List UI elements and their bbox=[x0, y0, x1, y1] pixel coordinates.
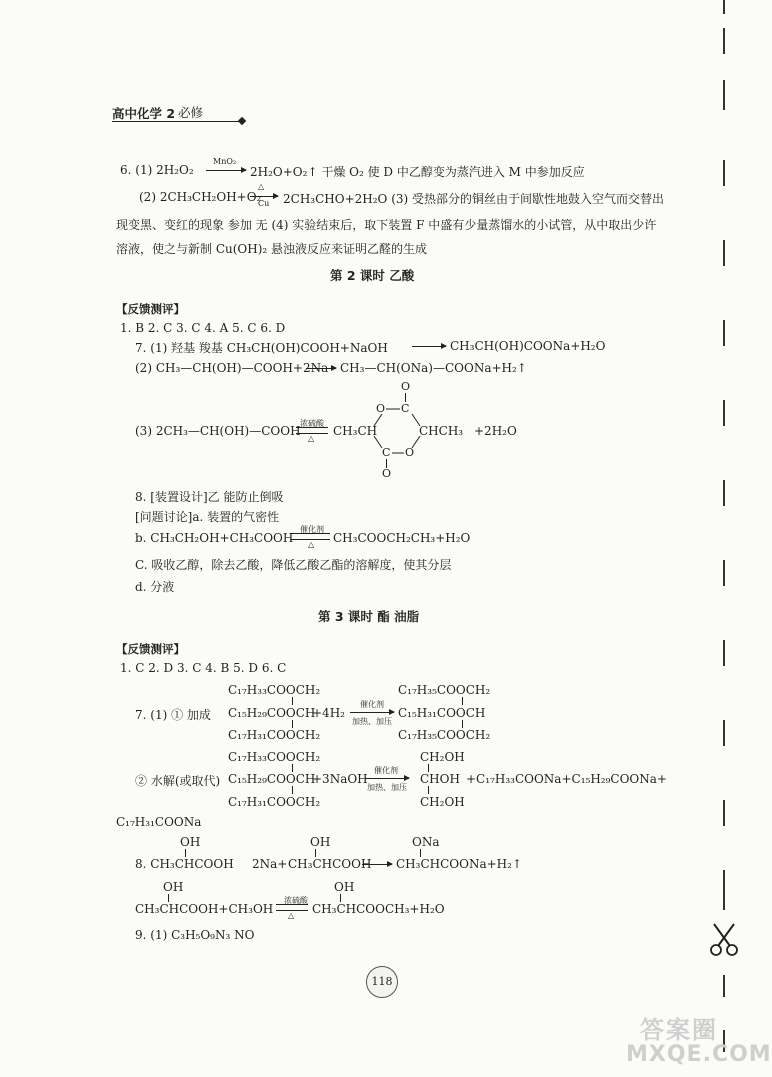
sec2-q8-b-cond-bot: △ bbox=[308, 540, 315, 549]
sec2-q8-b-cond-top: 催化剂 bbox=[300, 525, 324, 534]
r2-plus: +3NaOH bbox=[312, 772, 368, 786]
sec2-q7-arrow-1 bbox=[412, 346, 446, 347]
q8-oh-4: OH bbox=[334, 880, 355, 894]
r2-left-mid: C₁₅H₂₉COOCH bbox=[228, 772, 316, 786]
r1-bond bbox=[462, 720, 463, 728]
cut-line-segment bbox=[723, 870, 725, 910]
sec2-choice-answers: 1. B 2. C 3. C 4. A 5. C 6. D bbox=[120, 321, 286, 335]
q6-line-1a: 6. (1) 2H₂O₂ bbox=[120, 163, 194, 177]
ring-c-top: C bbox=[401, 402, 410, 415]
q8-oh-2: OH bbox=[310, 835, 331, 849]
q8-e: CH₃CHCOOH+CH₃OH bbox=[135, 902, 274, 916]
ring-left-group: CH₃CH bbox=[333, 424, 378, 438]
ring-o-bottom: O bbox=[382, 467, 392, 480]
q6-line-2a: (2) 2CH₃CH₂OH+O₂ bbox=[139, 190, 262, 204]
ring-right-group: CHCH₃ bbox=[419, 424, 464, 438]
q8-arrow bbox=[362, 864, 392, 865]
q6-cond-cu: Cu bbox=[258, 199, 270, 208]
r1-arrow bbox=[350, 712, 394, 713]
r2-left-bot: C₁₇H₃₁COOCH₂ bbox=[228, 795, 321, 809]
sec2-q7-3-reversible-arrow bbox=[296, 427, 328, 434]
q6-line-3: 现变黑、变红的现象 参加 无 (4) 实验结束后，取下装置 F 中盛有少量蒸馏水的小试管，从中取出少许 bbox=[116, 218, 657, 232]
sec2-q7-1: 7. (1) 羟基 羧基 CH₃CH(OH)COOH+NaOH bbox=[135, 341, 388, 355]
cut-line-segment bbox=[723, 320, 725, 346]
cut-line-segment bbox=[723, 160, 725, 186]
r2-next-line: C₁₇H₃₁COONa bbox=[116, 815, 202, 829]
r2-cond-bot: 加热、加压 bbox=[367, 783, 407, 792]
header-title: 高中化学 2 bbox=[112, 106, 176, 121]
q8-bond bbox=[340, 894, 341, 902]
q8-d: CH₃CHCOONa+H₂↑ bbox=[396, 857, 522, 871]
q8-bond bbox=[420, 849, 421, 857]
r2-prod-mid: CHOH bbox=[420, 772, 460, 786]
q8-cond-bot: △ bbox=[288, 911, 295, 920]
q6-line-2b: 2CH₃CHO+2H₂O (3) 受热部分的铜丝由于间歇性地鼓入空气而交替出 bbox=[283, 192, 665, 206]
r2-cond-top: 催化剂 bbox=[374, 766, 398, 775]
sec2-q8-b-a: b. CH₃CH₂OH+CH₃COOH bbox=[135, 531, 294, 545]
r2-left-top: C₁₇H₃₃COOCH₂ bbox=[228, 750, 321, 764]
cut-line-segment bbox=[723, 720, 725, 746]
r1-bond bbox=[292, 697, 293, 705]
r1-prod-top: C₁₇H₃₅COOCH₂ bbox=[398, 683, 491, 697]
sec2-q8-c: C. 吸收乙醇，除去乙酸，降低乙酸乙酯的溶解度，使其分层 bbox=[135, 558, 452, 572]
r1-left-mid: C₁₅H₂₉COOCH bbox=[228, 706, 316, 720]
r2-bond bbox=[292, 786, 293, 794]
cut-line-segment bbox=[723, 480, 725, 506]
feedback-label: 【反馈测评】 bbox=[116, 302, 185, 316]
sec2-q8-b-b: CH₃COOCH₂CH₃+H₂O bbox=[333, 531, 471, 545]
ring-o-inner-bot: O bbox=[405, 446, 415, 459]
r2-prod-bot: CH₂OH bbox=[420, 795, 465, 809]
sec2-q7-arrow-2 bbox=[306, 368, 336, 369]
r1-plus: +4H₂ bbox=[312, 706, 345, 720]
page-number: 118 bbox=[371, 975, 393, 988]
q6-line-4: 溶液，使之与新制 Cu(OH)₂ 悬浊液反应来证明乙醛的生成 bbox=[116, 242, 428, 256]
section-title-esters: 第 3 课时 酯 油脂 bbox=[318, 609, 420, 624]
header-diamond-icon bbox=[238, 117, 246, 125]
sec2-q7-2a: (2) CH₃—CH(OH)—COOH+2Na bbox=[135, 361, 329, 375]
q6-line-1b: 2H₂O+O₂↑ 干燥 O₂ 使 D 中乙醇变为蒸汽进入 M 中参加反应 bbox=[250, 165, 585, 179]
cut-line-segment bbox=[723, 975, 725, 997]
q8-oh-1: OH bbox=[180, 835, 201, 849]
r2-prod-top: CH₂OH bbox=[420, 750, 465, 764]
sec2-q8-b-reversible-arrow bbox=[290, 533, 330, 540]
sec2-q8-2: [问题讨论]a. 装置的气密性 bbox=[135, 510, 280, 524]
ring-bond bbox=[405, 393, 406, 402]
ring-o-top: O bbox=[401, 380, 411, 393]
section-title-acetic-acid: 第 2 课时 乙酸 bbox=[330, 268, 415, 283]
r1-bond bbox=[462, 697, 463, 705]
page-number-badge bbox=[366, 966, 398, 998]
r2-arrow bbox=[365, 778, 409, 779]
q6-cond-mno2: MnO₂ bbox=[213, 157, 237, 166]
sec2-q8-1: 8. [装置设计]乙 能防止倒吸 bbox=[135, 490, 284, 504]
q6-arrow-1 bbox=[206, 170, 246, 171]
r2-label: ② 水解(或取代) bbox=[135, 774, 221, 788]
r2-bond bbox=[292, 764, 293, 772]
r1-prod-mid: C₁₅H₃₁COOCH bbox=[398, 706, 486, 720]
watermark-logo: 答案圈 bbox=[640, 1016, 718, 1044]
q8-bond bbox=[315, 849, 316, 857]
cut-line-segment bbox=[723, 0, 725, 14]
r1-cond-bot: 加热、加压 bbox=[352, 717, 392, 726]
r2-bond bbox=[428, 786, 429, 794]
sec2-q7-3a: (3) 2CH₃—CH(OH)—COOH bbox=[135, 424, 301, 438]
cut-line-segment bbox=[723, 800, 725, 826]
sec2-q7-3-cond-top: 浓硫酸 bbox=[300, 419, 324, 428]
cut-line-segment bbox=[723, 560, 725, 586]
cut-line-segment bbox=[723, 28, 725, 54]
q9-line: 9. (1) C₃H₅O₉N₃ NO bbox=[135, 928, 255, 942]
q6-cond-heat: △ bbox=[258, 182, 265, 191]
scissors-icon bbox=[708, 922, 740, 958]
q8-ona: ONa bbox=[412, 835, 440, 849]
q8-cond-top: 浓硫酸 bbox=[284, 896, 308, 905]
cut-line-segment bbox=[723, 240, 725, 266]
watermark-url: MXQE.COM bbox=[626, 1042, 772, 1067]
r1-bond bbox=[292, 720, 293, 728]
r2-tail: +C₁₇H₃₃COONa+C₁₅H₂₉COONa+ bbox=[466, 772, 667, 786]
r1-left-top: C₁₇H₃₃COOCH₂ bbox=[228, 683, 321, 697]
q8-reversible-arrow bbox=[276, 904, 308, 911]
cut-line-segment bbox=[723, 400, 725, 426]
r1-prod-bot: C₁₇H₃₅COOCH₂ bbox=[398, 728, 491, 742]
q8-bond bbox=[168, 894, 169, 902]
r1-left-bot: C₁₇H₃₁COOCH₂ bbox=[228, 728, 321, 742]
sec2-q8-d: d. 分液 bbox=[135, 580, 175, 594]
cut-line-segment bbox=[723, 640, 725, 666]
q8-bond bbox=[185, 849, 186, 857]
q6-arrow-2 bbox=[250, 196, 278, 197]
header-rule bbox=[112, 121, 242, 122]
r1-label: 7. (1) ① 加成 bbox=[135, 708, 211, 722]
feedback-label: 【反馈测评】 bbox=[116, 642, 185, 656]
sec3-choice-answers: 1. C 2. D 3. C 4. B 5. D 6. C bbox=[120, 661, 287, 675]
ring-o-inner-top: O bbox=[376, 402, 386, 415]
q8-f: CH₃CHCOOCH₃+H₂O bbox=[312, 902, 445, 916]
q8-oh-3: OH bbox=[163, 880, 184, 894]
q8-a: 8. CH₃CHCOOH bbox=[135, 857, 234, 871]
header-subtitle: 必修 bbox=[178, 105, 204, 120]
sec2-q7-1b: CH₃CH(OH)COONa+H₂O bbox=[450, 339, 606, 353]
r2-bond bbox=[428, 764, 429, 772]
sec2-q7-2b: CH₃—CH(ONa)—COONa+H₂↑ bbox=[340, 361, 527, 375]
cut-line-segment bbox=[723, 80, 725, 110]
r1-cond-top: 催化剂 bbox=[360, 700, 384, 709]
ring-c-bot: C bbox=[382, 446, 391, 459]
q8-c: CH₃CHCOOH bbox=[288, 857, 372, 871]
q8-b: 2Na+ bbox=[252, 857, 288, 871]
sec2-q7-3-cond-bot: △ bbox=[308, 434, 315, 443]
sec2-q7-3b: +2H₂O bbox=[474, 424, 517, 438]
